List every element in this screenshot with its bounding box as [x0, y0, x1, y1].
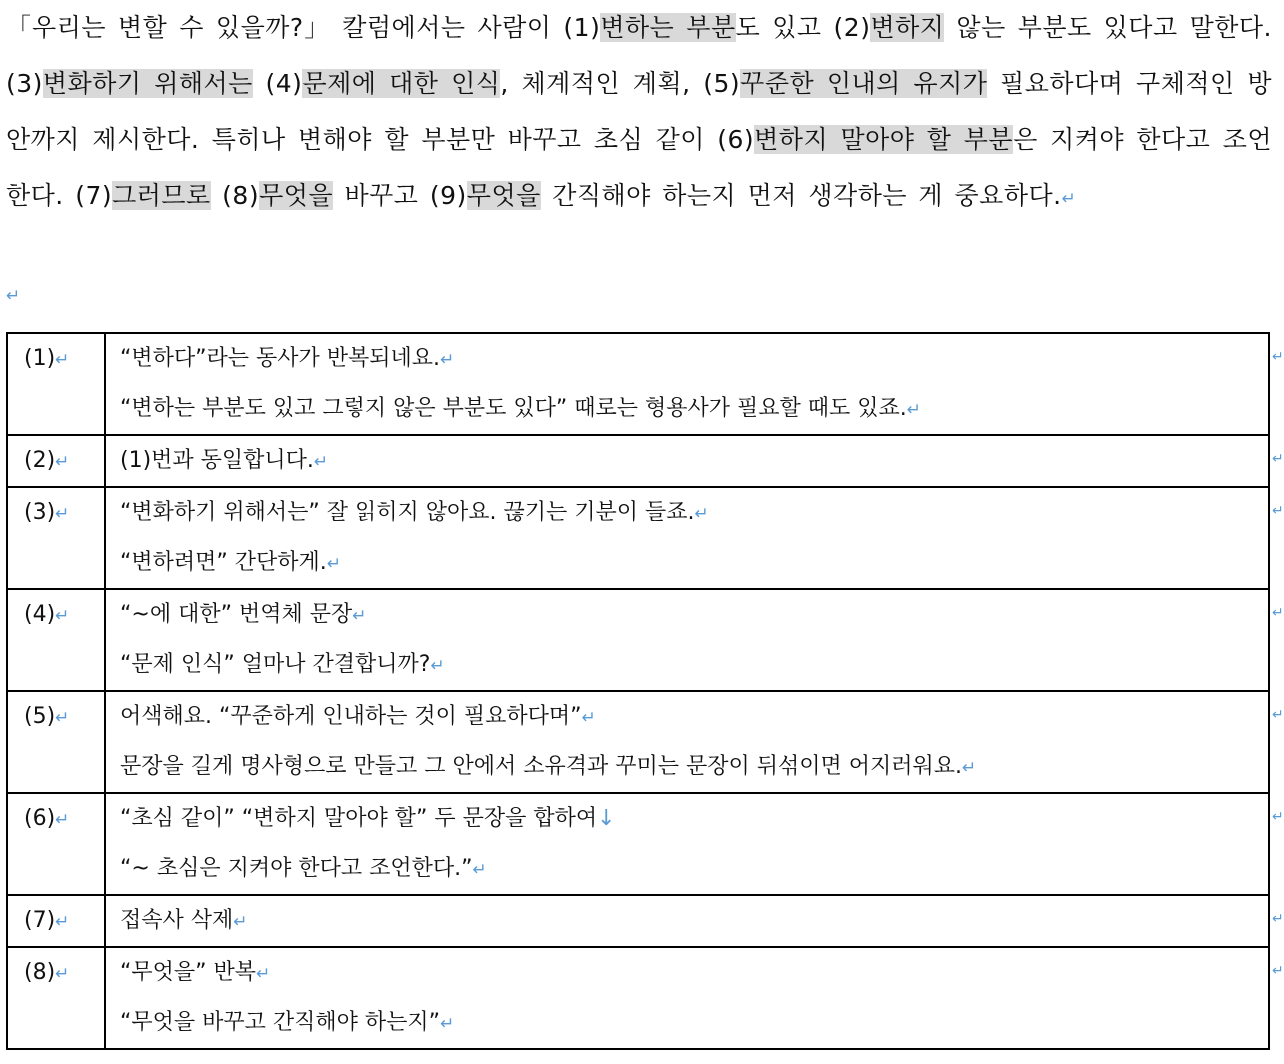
row-end-mark-icon: ↵	[1272, 451, 1284, 467]
highlight-3: 변화하기 위해서는	[42, 69, 253, 98]
table-row	[7, 895, 1269, 947]
paragraph-text: 도 있고 (2)	[735, 13, 871, 42]
paragraph-mark-icon: ↵	[962, 758, 977, 778]
paragraph-text: (8)	[210, 181, 260, 210]
note-number-cell[interactable]	[7, 691, 105, 793]
paragraph-mark-icon: ↵	[352, 606, 367, 626]
review-notes-table	[6, 332, 1270, 1050]
note-number-cell[interactable]	[7, 947, 105, 1049]
note-number: (8)	[24, 960, 56, 985]
table-row	[7, 691, 1269, 793]
paragraph-text: 않는 부분도 있다고 말한다. (3)	[6, 13, 1272, 98]
note-comment-cell[interactable]	[105, 895, 1269, 947]
note-comment-line: “무엇을 바꾸고 간직해야 하는지”	[120, 1010, 441, 1035]
note-comment-cell[interactable]	[105, 589, 1269, 691]
highlight-8: 무엇을	[259, 181, 334, 210]
note-comment-cell[interactable]	[105, 487, 1269, 589]
cell-mark-icon: ↵	[55, 964, 70, 984]
table-row	[7, 589, 1269, 691]
row-end-mark-icon: ↵	[1272, 809, 1284, 825]
cell-mark-icon: ↵	[55, 810, 70, 830]
note-comment-line: “~ 초심은 지켜야 한다고 조언한다.”	[120, 856, 473, 881]
note-comment-line: “변하는 부분도 있고 그렇지 않은 부분도 있다” 때로는 형용사가 필요할 때도 있죠.	[120, 396, 907, 421]
note-comment-cell[interactable]	[105, 691, 1269, 793]
paragraph-text: 필요하다며 구체적인 방안까지 제시한다. 특히나 변해야 할 부분만 바꾸고 초심 같이 (6)	[6, 69, 1273, 154]
body-paragraph	[6, 0, 1272, 227]
paragraph-text: 은 지켜야 한다고 조언한다. (7)	[6, 125, 1272, 210]
cell-mark-icon: ↵	[55, 452, 70, 472]
note-number: (5)	[24, 704, 56, 729]
highlight-5: 꾸준한 인내의 유지가	[740, 69, 988, 98]
note-comment-cell[interactable]	[105, 947, 1269, 1049]
note-number: (7)	[24, 908, 56, 933]
paragraph-mark-icon: ↵	[233, 912, 248, 932]
paragraph-mark-icon: ↵	[581, 708, 596, 728]
paragraph-mark-icon: ↵	[440, 1014, 455, 1034]
paragraph-text: , 체계적인 계획, (5)	[500, 69, 741, 98]
note-comment-line: “~에 대한” 번역체 문장	[120, 602, 353, 627]
highlight-6: 변하지 말아야 할 부분	[754, 125, 1014, 154]
note-comment-line: “무엇을” 반복	[120, 960, 257, 985]
note-comment-line: “변화하기 위해서는” 잘 읽히지 않아요. 끊기는 기분이 들죠.	[120, 500, 695, 525]
table-row	[7, 487, 1269, 589]
paragraph-text: 바꾸고 (9)	[333, 181, 467, 210]
note-comment-line: “문제 인식” 얼마나 간결합니까?	[120, 652, 431, 677]
paragraph-text: 「우리는 변할 수 있을까?」 칼럼에서는 사람이 (1)	[6, 13, 601, 42]
note-number: (1)	[24, 346, 56, 371]
row-end-mark-icon: ↵	[1272, 963, 1284, 979]
note-comment-line: (1)번과 동일합니다.	[120, 448, 314, 473]
note-number-cell[interactable]	[7, 487, 105, 589]
paragraph-mark-icon: ↵	[326, 554, 342, 574]
note-number: (2)	[24, 448, 56, 473]
cell-mark-icon: ↵	[55, 350, 70, 370]
paragraph-mark-icon: ↵	[440, 350, 455, 370]
cell-mark-icon: ↵	[55, 708, 70, 728]
table-row	[7, 435, 1269, 487]
note-comment-line: “변하려면” 간단하게.	[120, 550, 327, 575]
paragraph-mark-icon: ↵	[6, 286, 21, 306]
row-end-mark-icon: ↵	[1272, 349, 1284, 365]
table-row	[7, 333, 1269, 435]
note-comment-cell[interactable]	[105, 435, 1269, 487]
note-comment-line: 어색해요. “꾸준하게 인내하는 것이 필요하다며”	[120, 704, 582, 729]
highlight-9: 무엇을	[466, 181, 541, 210]
line-break-icon: ↓	[597, 806, 616, 831]
note-number-cell[interactable]	[7, 589, 105, 691]
paragraph-mark-icon: ↵	[256, 964, 271, 984]
cell-mark-icon: ↵	[55, 504, 70, 524]
table-row	[7, 947, 1269, 1049]
highlight-4: 문제에 대한 인식	[302, 69, 501, 98]
paragraph-mark-icon: ↵	[906, 400, 922, 420]
table-row	[7, 793, 1269, 895]
note-number-cell[interactable]	[7, 793, 105, 895]
highlight-7: 그러므로	[112, 181, 211, 210]
cell-mark-icon: ↵	[55, 912, 70, 932]
paragraph-text: (4)	[252, 69, 303, 98]
note-number-cell[interactable]	[7, 435, 105, 487]
highlight-2: 변하지	[870, 13, 945, 42]
row-end-mark-icon: ↵	[1272, 503, 1284, 519]
paragraph-mark-icon: ↵	[472, 860, 487, 880]
paragraph-text: 간직해야 하는지 먼저 생각하는 게 중요하다.	[540, 181, 1062, 210]
note-number: (3)	[24, 500, 56, 525]
paragraph-mark-icon: ↵	[694, 504, 709, 524]
note-comment-line: “변하다”라는 동사가 반복되네요.	[120, 346, 441, 371]
note-comment-cell[interactable]	[105, 333, 1269, 435]
row-end-mark-icon: ↵	[1272, 605, 1284, 621]
note-comment-line: 접속사 삭제	[120, 908, 234, 933]
note-comment-cell[interactable]	[105, 793, 1269, 895]
cell-mark-icon: ↵	[55, 606, 70, 626]
paragraph-mark-icon: ↵	[1061, 189, 1077, 209]
note-number: (6)	[24, 806, 56, 831]
paragraph-mark-icon: ↵	[430, 656, 445, 676]
note-number-cell[interactable]	[7, 333, 105, 435]
note-number-cell[interactable]	[7, 895, 105, 947]
note-number: (4)	[24, 602, 56, 627]
note-comment-line: “초심 같이” “변하지 말아야 할” 두 문장을 합하여	[120, 806, 598, 831]
highlight-1: 변하는 부분	[600, 13, 736, 42]
note-comment-line: 문장을 길게 명사형으로 만들고 그 안에서 소유격과 꾸미는 문장이 뒤섞이면 어지러워요.	[120, 754, 962, 779]
paragraph-mark-icon: ↵	[313, 452, 329, 472]
row-end-mark-icon: ↵	[1272, 911, 1284, 927]
row-end-mark-icon: ↵	[1272, 707, 1284, 723]
